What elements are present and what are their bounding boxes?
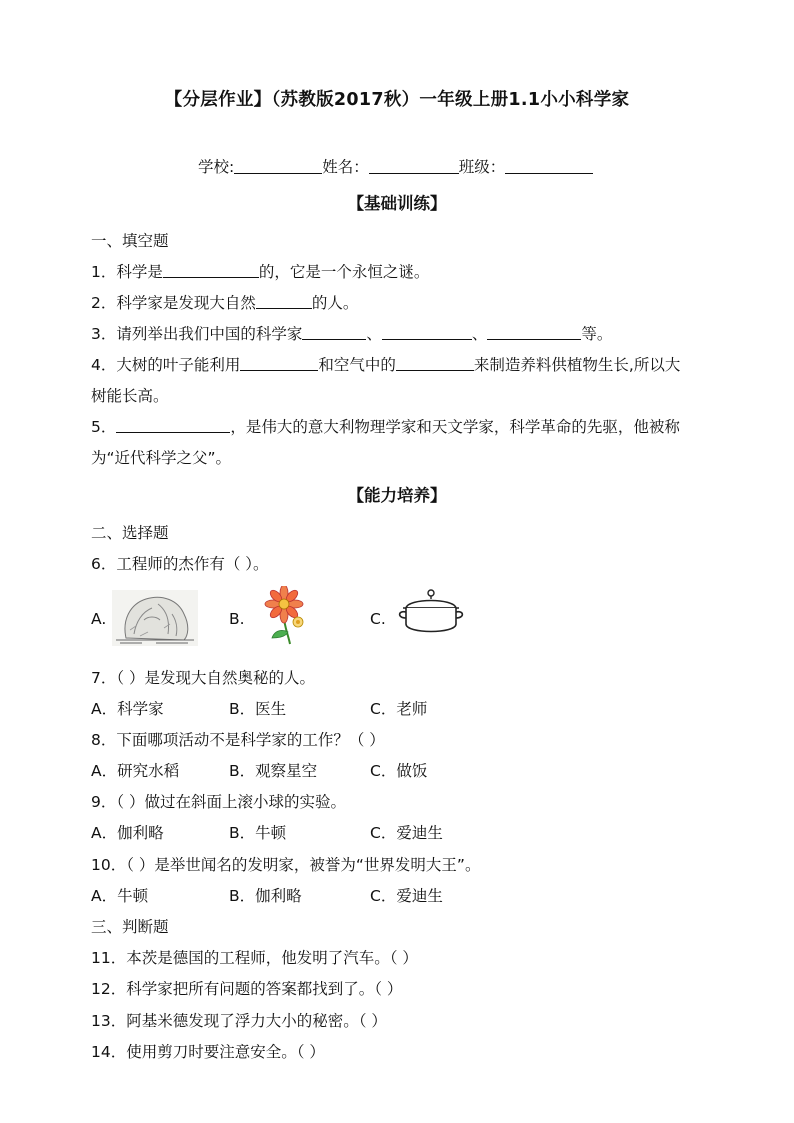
q10-option-b[interactable]: B．伽利略 — [229, 887, 302, 905]
q1-text-post: 的，它是一个永恒之谜。 — [258, 263, 430, 281]
question-7: 7．（ ）是发现大自然奥秘的人。 — [91, 669, 316, 687]
q5-text-pre: 5． — [91, 418, 117, 436]
q5-blank[interactable] — [116, 418, 230, 433]
q9-option-b[interactable]: B．牛顿 — [229, 824, 287, 842]
q7-option-c[interactable]: C．老师 — [370, 700, 428, 718]
question-5 — [91, 415, 680, 437]
question-12: 12．科学家把所有问题的答案都找到了。（ ） — [91, 980, 403, 998]
q6-option-c[interactable]: C. — [370, 610, 386, 628]
q5-text-post: ，是伟大的意大利物理学家和天文学家，科学革命的先驱，他被称 — [230, 418, 680, 436]
q9-option-a[interactable]: A．伽利略 — [91, 824, 164, 842]
q2-text-post: 的人。 — [311, 294, 359, 312]
question-4-line2: 树能长高。 — [91, 387, 169, 405]
q10-option-a[interactable]: A．牛顿 — [91, 887, 149, 905]
q4-text-mid: 和空气中的 — [318, 356, 396, 374]
school-label: 学校: — [198, 158, 235, 176]
part2-heading: 二、选择题 — [91, 524, 169, 542]
q7-option-b[interactable]: B．医生 — [229, 700, 287, 718]
question-11: 11．本茨是德国的工程师，他发明了汽车。（ ） — [91, 949, 418, 967]
q4-text-pre: 4．大树的叶子能利用 — [91, 356, 241, 374]
question-4 — [91, 353, 680, 375]
q6-option-b[interactable]: B. — [229, 610, 245, 628]
question-9: 9．（ ）做过在斜面上滚小球的实验。 — [91, 793, 347, 811]
part3-heading: 三、判断题 — [91, 918, 169, 936]
name-field[interactable] — [369, 158, 459, 174]
section-basic: 【基础训练】 — [347, 194, 447, 213]
question-8: 8．下面哪项活动不是科学家的工作？（ ） — [91, 731, 385, 749]
q1-text-pre: 1．科学是 — [91, 263, 163, 281]
school-field[interactable] — [234, 158, 322, 174]
q3-blank-3[interactable] — [487, 325, 581, 340]
rock-sketch-image — [112, 590, 198, 646]
q8-option-c[interactable]: C．做饭 — [370, 762, 428, 780]
q3-blank-2[interactable] — [382, 325, 472, 340]
q8-option-b[interactable]: B．观察星空 — [229, 762, 318, 780]
q10-option-c[interactable]: C．爱迪生 — [370, 887, 443, 905]
class-label: 班级： — [458, 158, 506, 176]
question-6: 6．工程师的杰作有（ ）。 — [91, 555, 269, 573]
cooking-pot-image — [394, 588, 468, 636]
student-info-line — [198, 155, 593, 177]
q3-sep-1: 、 — [366, 325, 382, 343]
question-14: 14．使用剪刀时要注意安全。（ ） — [91, 1043, 325, 1061]
q3-text-pre: 3．请列举出我们中国的科学家 — [91, 325, 303, 343]
q1-blank[interactable] — [163, 263, 259, 278]
q8-option-a[interactable]: A．研究水稻 — [91, 762, 180, 780]
flower-image — [262, 586, 310, 646]
question-5-line2: 为“近代科学之父”。 — [91, 449, 232, 467]
q4-blank-2[interactable] — [396, 356, 474, 371]
question-3 — [91, 322, 612, 344]
q3-sep-2: 、 — [471, 325, 488, 343]
section-ability: 【能力培养】 — [347, 486, 447, 505]
question-2 — [91, 291, 358, 313]
question-1 — [91, 260, 429, 282]
q6-option-a[interactable]: A. — [91, 610, 107, 628]
q4-text-post: 来制造养料供植物生长,所以大 — [473, 356, 681, 374]
q3-text-post: 等。 — [581, 325, 613, 343]
q2-text-pre: 2．科学家是发现大自然 — [91, 294, 256, 312]
q2-blank[interactable] — [256, 294, 312, 309]
q7-option-a[interactable]: A．科学家 — [91, 700, 164, 718]
q4-blank-1[interactable] — [240, 356, 318, 371]
page-title: 【分层作业】（苏教版2017秋）一年级上册1.1小小科学家 — [164, 90, 630, 110]
question-10: 10．（ ）是举世闻名的发明家，被誉为“世界发明大王”。 — [91, 856, 481, 874]
part1-heading: 一、填空题 — [91, 232, 169, 250]
q3-blank-1[interactable] — [302, 325, 366, 340]
question-13: 13．阿基米德发现了浮力大小的秘密。（ ） — [91, 1012, 387, 1030]
class-field[interactable] — [505, 158, 593, 174]
q9-option-c[interactable]: C．爱迪生 — [370, 824, 443, 842]
name-label: 姓名： — [322, 158, 369, 176]
